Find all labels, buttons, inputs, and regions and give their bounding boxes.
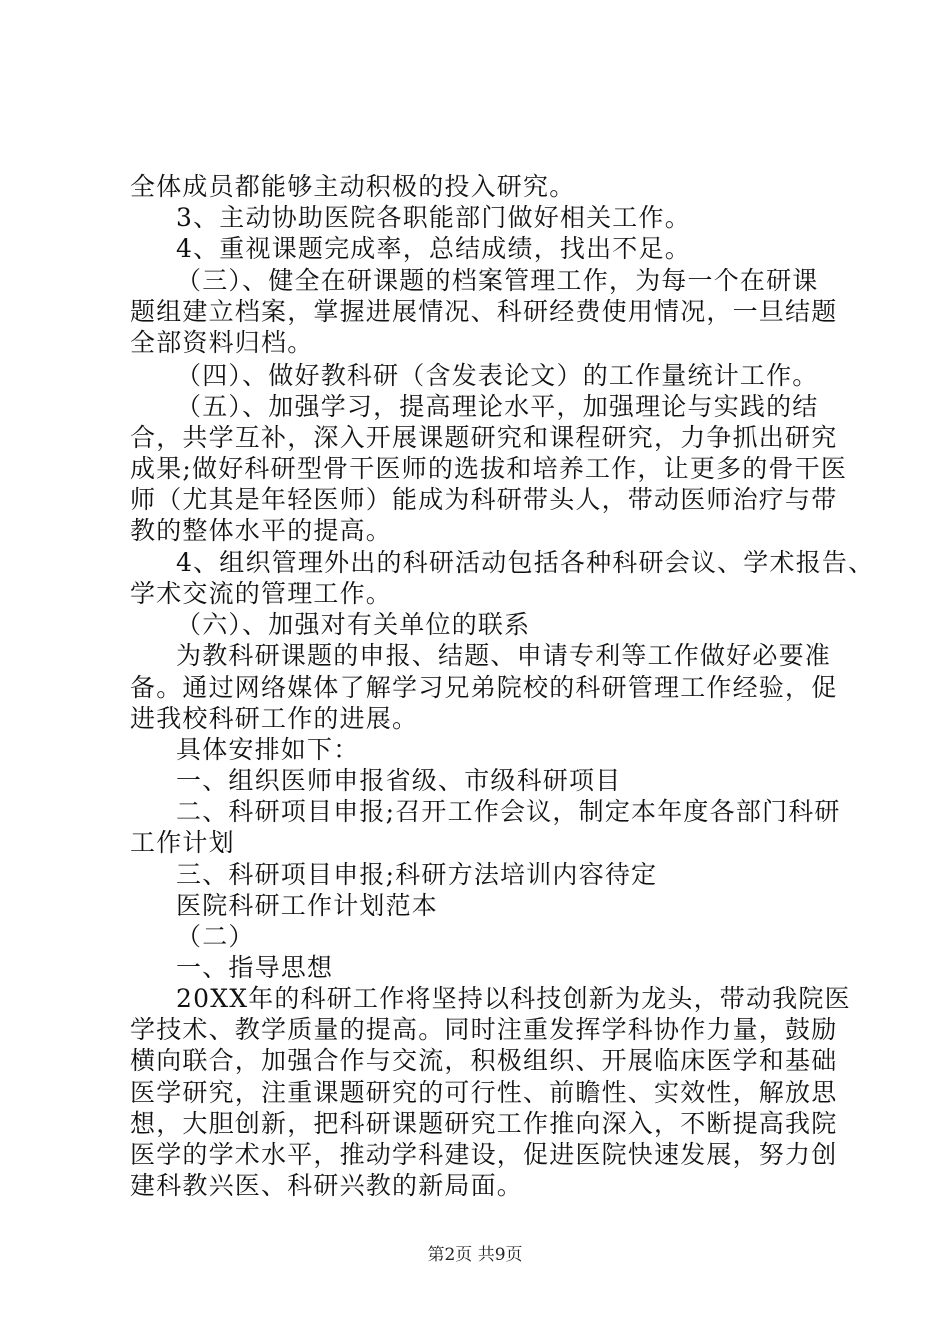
text-line: 20XX年的科研工作将坚持以科技创新为龙头，带动我院医 <box>176 984 851 1013</box>
text-line: 医学研究，注重课题研究的可行性、前瞻性、实效性，解放思 <box>130 1078 838 1107</box>
text-line: 合，共学互补，深入开展课题研究和课程研究，力争抓出研究 <box>130 423 838 452</box>
text-line: 全部资料归档。 <box>130 328 314 357</box>
text-line: 具体安排如下： <box>176 735 360 764</box>
text-line: 全体成员都能够主动积极的投入研究。 <box>130 172 576 201</box>
text-line: 二、科研项目申报;召开工作会议，制定本年度各部门科研 <box>176 797 841 826</box>
text-line: 医学的学术水平，推动学科建设，促进医院快速发展，努力创 <box>130 1140 838 1169</box>
text-line: 医院科研工作计划范本 <box>176 891 439 920</box>
text-line: （二） <box>176 922 255 951</box>
text-line: （三）、健全在研课题的档案管理工作，为每一个在研课 <box>176 266 819 295</box>
text-line: 4、重视课题完成率，总结成绩，找出不足。 <box>176 234 691 263</box>
text-line: 3、主动协助医院各职能部门做好相关工作。 <box>176 203 691 232</box>
text-line: 成果;做好科研型骨干医师的选拔和培养工作，让更多的骨干医 <box>130 454 848 483</box>
text-line: 题组建立档案，掌握进展情况、科研经费使用情况，一旦结题 <box>130 297 838 326</box>
text-line: 横向联合，加强合作与交流，积极组织、开展临床医学和基础 <box>130 1046 838 1075</box>
text-line: 4、组织管理外出的科研活动包括各种科研会议、学术报告、 <box>176 548 875 577</box>
text-line: 备。通过网络媒体了解学习兄弟院校的科研管理工作经验，促 <box>130 673 838 702</box>
text-line: 学技术、教学质量的提高。同时注重发挥学科协作力量，鼓励 <box>130 1015 838 1044</box>
text-line: 教的整体水平的提高。 <box>130 516 393 545</box>
page-number-footer: 第2页 共9页 <box>427 1245 523 1265</box>
text-line: 三、科研项目申报;科研方法培训内容待定 <box>176 860 658 889</box>
text-line: 一、指导思想 <box>176 953 334 982</box>
text-line: 学术交流的管理工作。 <box>130 579 393 608</box>
text-line: 建科教兴医、科研兴教的新局面。 <box>130 1171 524 1200</box>
text-line: 师（尤其是年轻医师）能成为科研带头人，带动医师治疗与带 <box>130 485 838 514</box>
text-line: 为教科研课题的申报、结题、申请专利等工作做好必要准 <box>176 641 832 670</box>
text-line: 进我校科研工作的进展。 <box>130 704 419 733</box>
text-line: （五）、加强学习，提高理论水平，加强理论与实践的结 <box>176 392 819 421</box>
text-line: 工作计划 <box>130 828 235 857</box>
text-line: （四）、做好教科研（含发表论文）的工作量统计工作。 <box>176 361 819 390</box>
text-line: 一、组织医师申报省级、市级科研项目 <box>176 766 622 795</box>
text-line: 想，大胆创新，把科研课题研究工作推向深入，不断提高我院 <box>130 1109 838 1138</box>
text-line: （六）、加强对有关单位的联系 <box>176 610 531 639</box>
